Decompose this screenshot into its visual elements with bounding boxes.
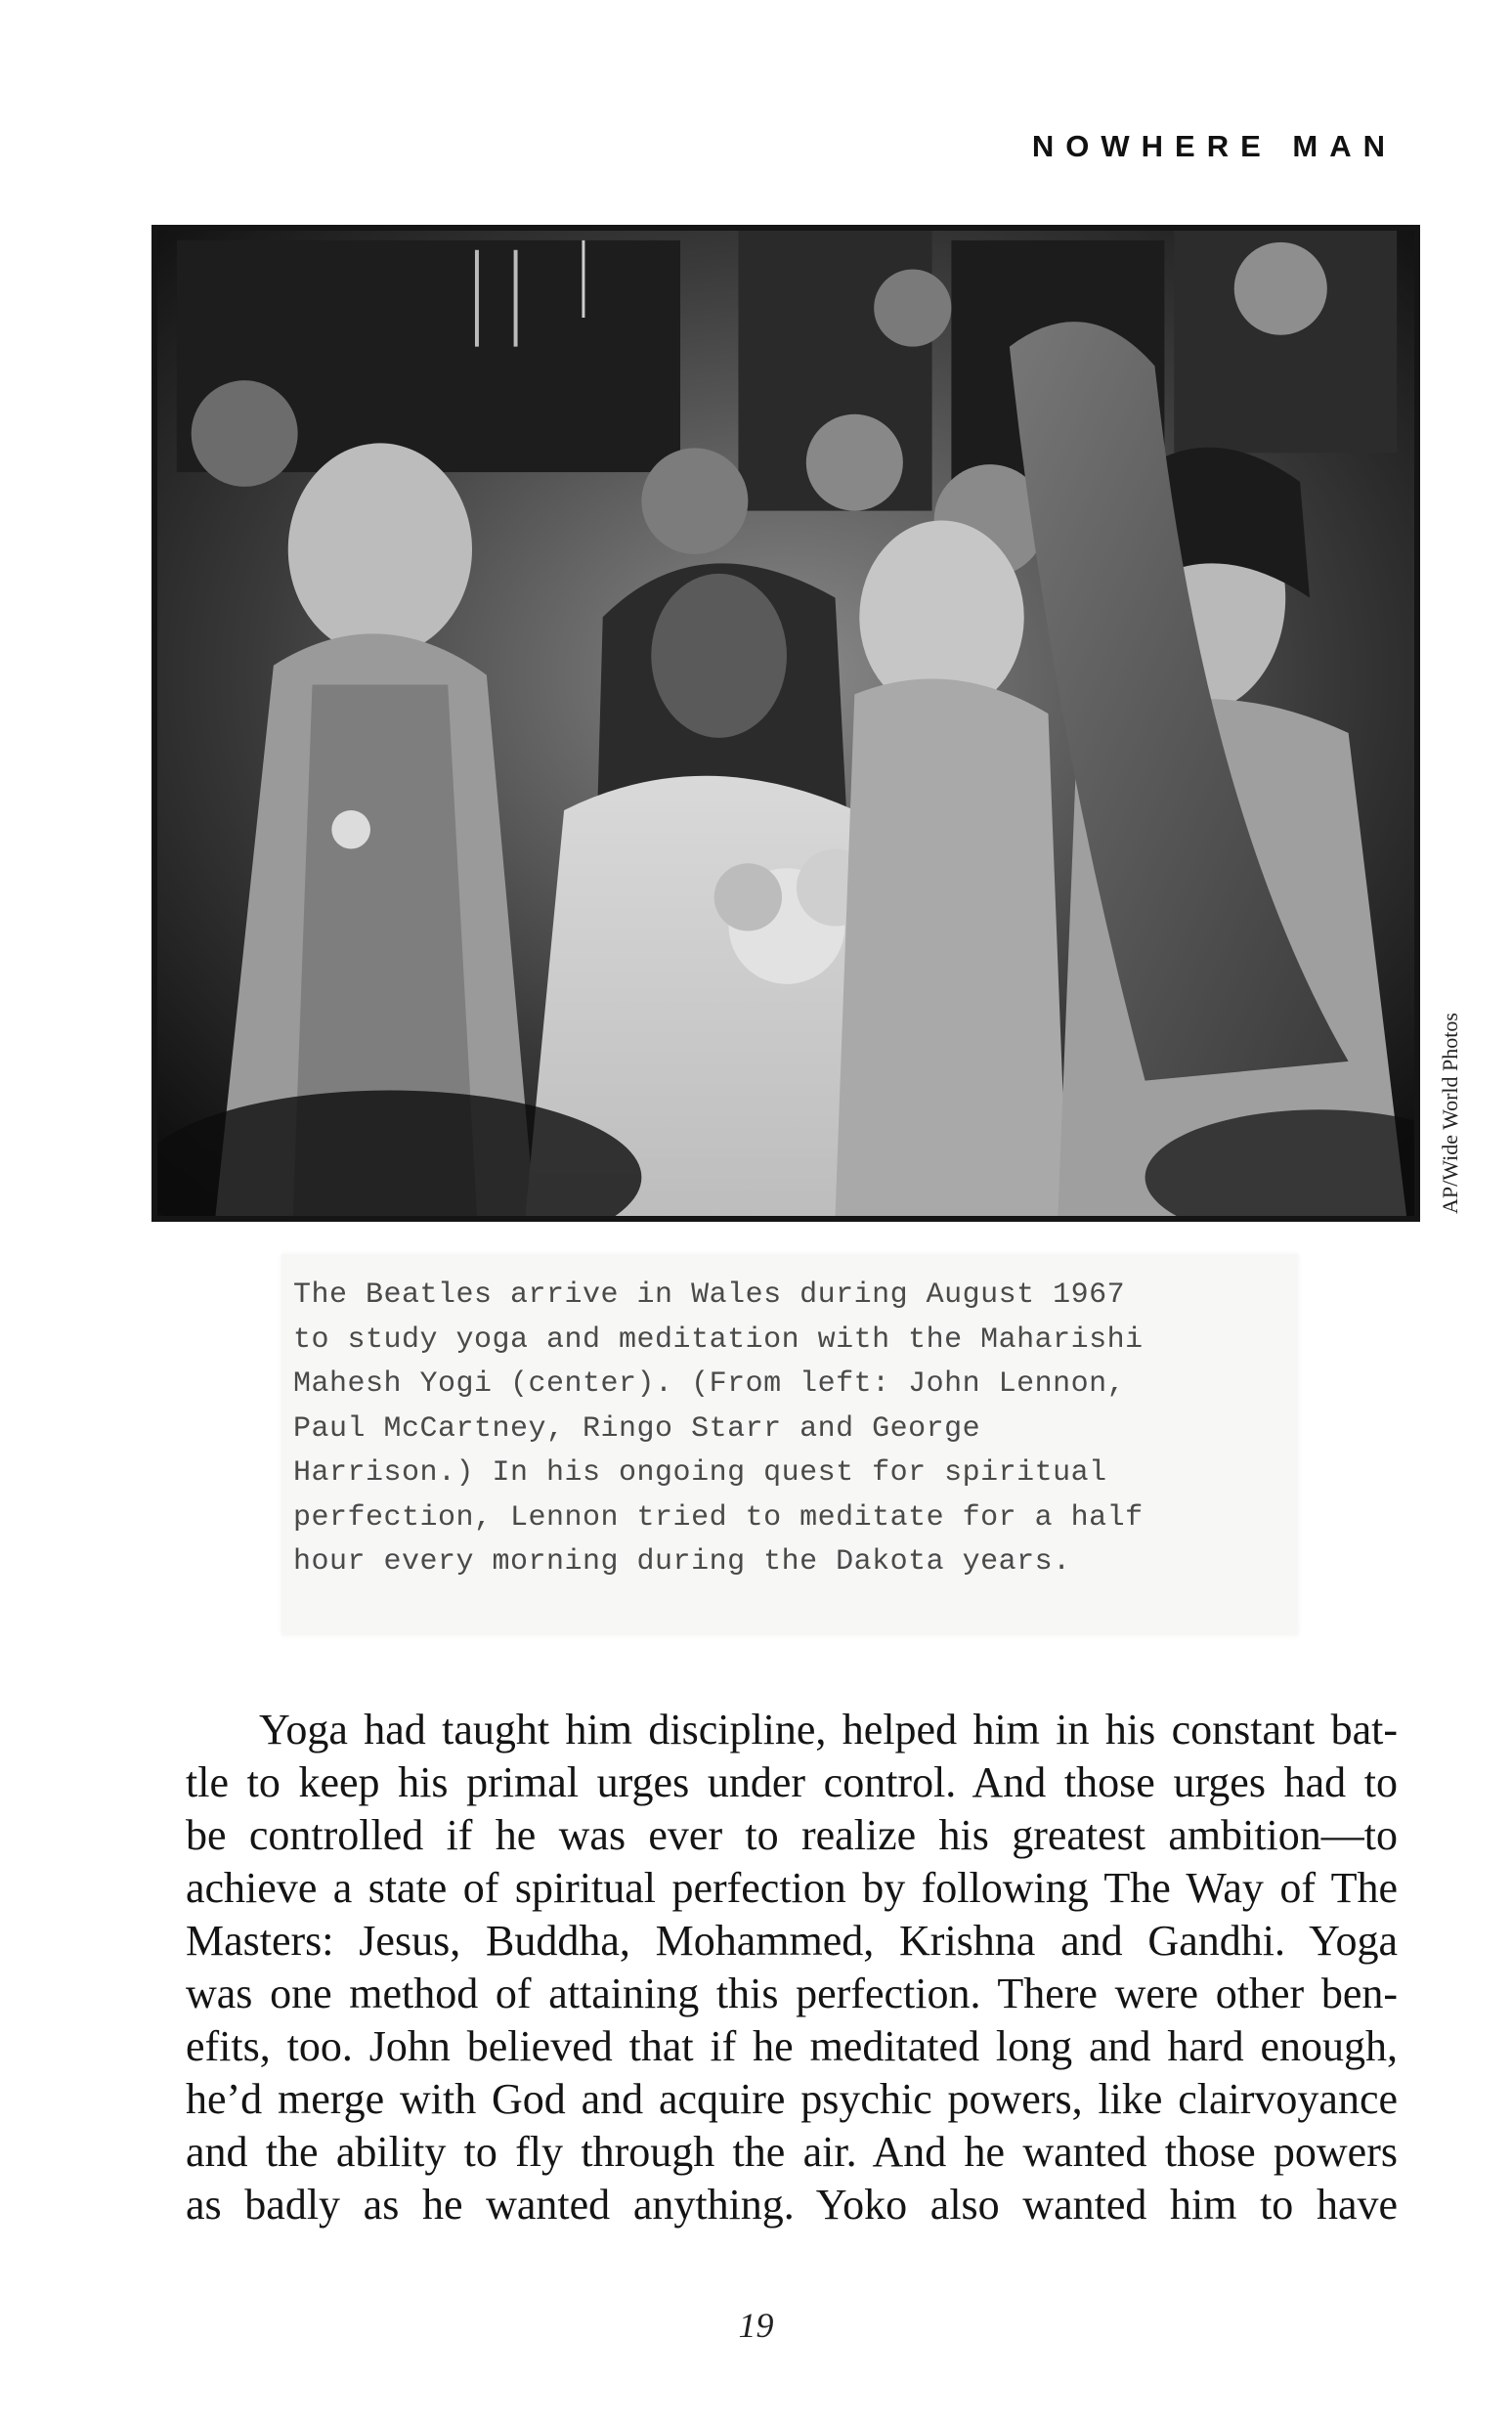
body-line: Masters: Jesus, Buddha, Mohammed, Krishna and Gandhi. Yoga: [186, 1917, 1398, 1965]
body-paragraph: [186, 1704, 1398, 2231]
caption-line: Harrison.) In his ongoing quest for spiritual: [293, 1456, 1107, 1490]
body-line: and the ability to fly through the air. And he wanted those powers: [186, 2128, 1398, 2176]
body-line: tle to keep his primal urges under control. And those urges had to: [186, 1758, 1398, 1806]
caption-line: perfection, Lennon tried to meditate for a half: [293, 1500, 1144, 1535]
body-line: he’d merge with God and acquire psychic powers, like clairvoyance: [186, 2075, 1398, 2123]
running-head-title: NOWHERE MAN: [1031, 129, 1397, 163]
photo-caption: [293, 1274, 1290, 1585]
body-line: efits, too. John believed that if he meditated long and hard enough,: [186, 2022, 1398, 2070]
caption-line: hour every morning during the Dakota years.: [293, 1545, 1071, 1579]
body-line: was one method of attaining this perfection. There were other ben-: [186, 1970, 1398, 2017]
caption-line: to study yoga and meditation with the Maharishi: [293, 1322, 1144, 1357]
body-line: Yoga had taught him discipline, helped him in his constant bat-: [259, 1706, 1398, 1754]
caption-line: Mahesh Yogi (center). (From left: John Lennon,: [293, 1367, 1126, 1401]
photo-credit: AP/Wide World Photos: [1438, 1013, 1462, 1214]
body-line: as badly as he wanted anything. Yoko also wanted him to have: [186, 2181, 1398, 2229]
photograph: [151, 225, 1420, 1222]
caption-line: The Beatles arrive in Wales during August 1967: [293, 1278, 1126, 1312]
body-line: achieve a state of spiritual perfection by following The Way of The: [186, 1864, 1398, 1912]
body-line: be controlled if he was ever to realize his greatest ambition—to: [186, 1811, 1398, 1859]
page-number: 19: [738, 2306, 774, 2345]
photograph-illustration: [157, 231, 1414, 1216]
caption-line: Paul McCartney, Ringo Starr and George: [293, 1411, 981, 1446]
